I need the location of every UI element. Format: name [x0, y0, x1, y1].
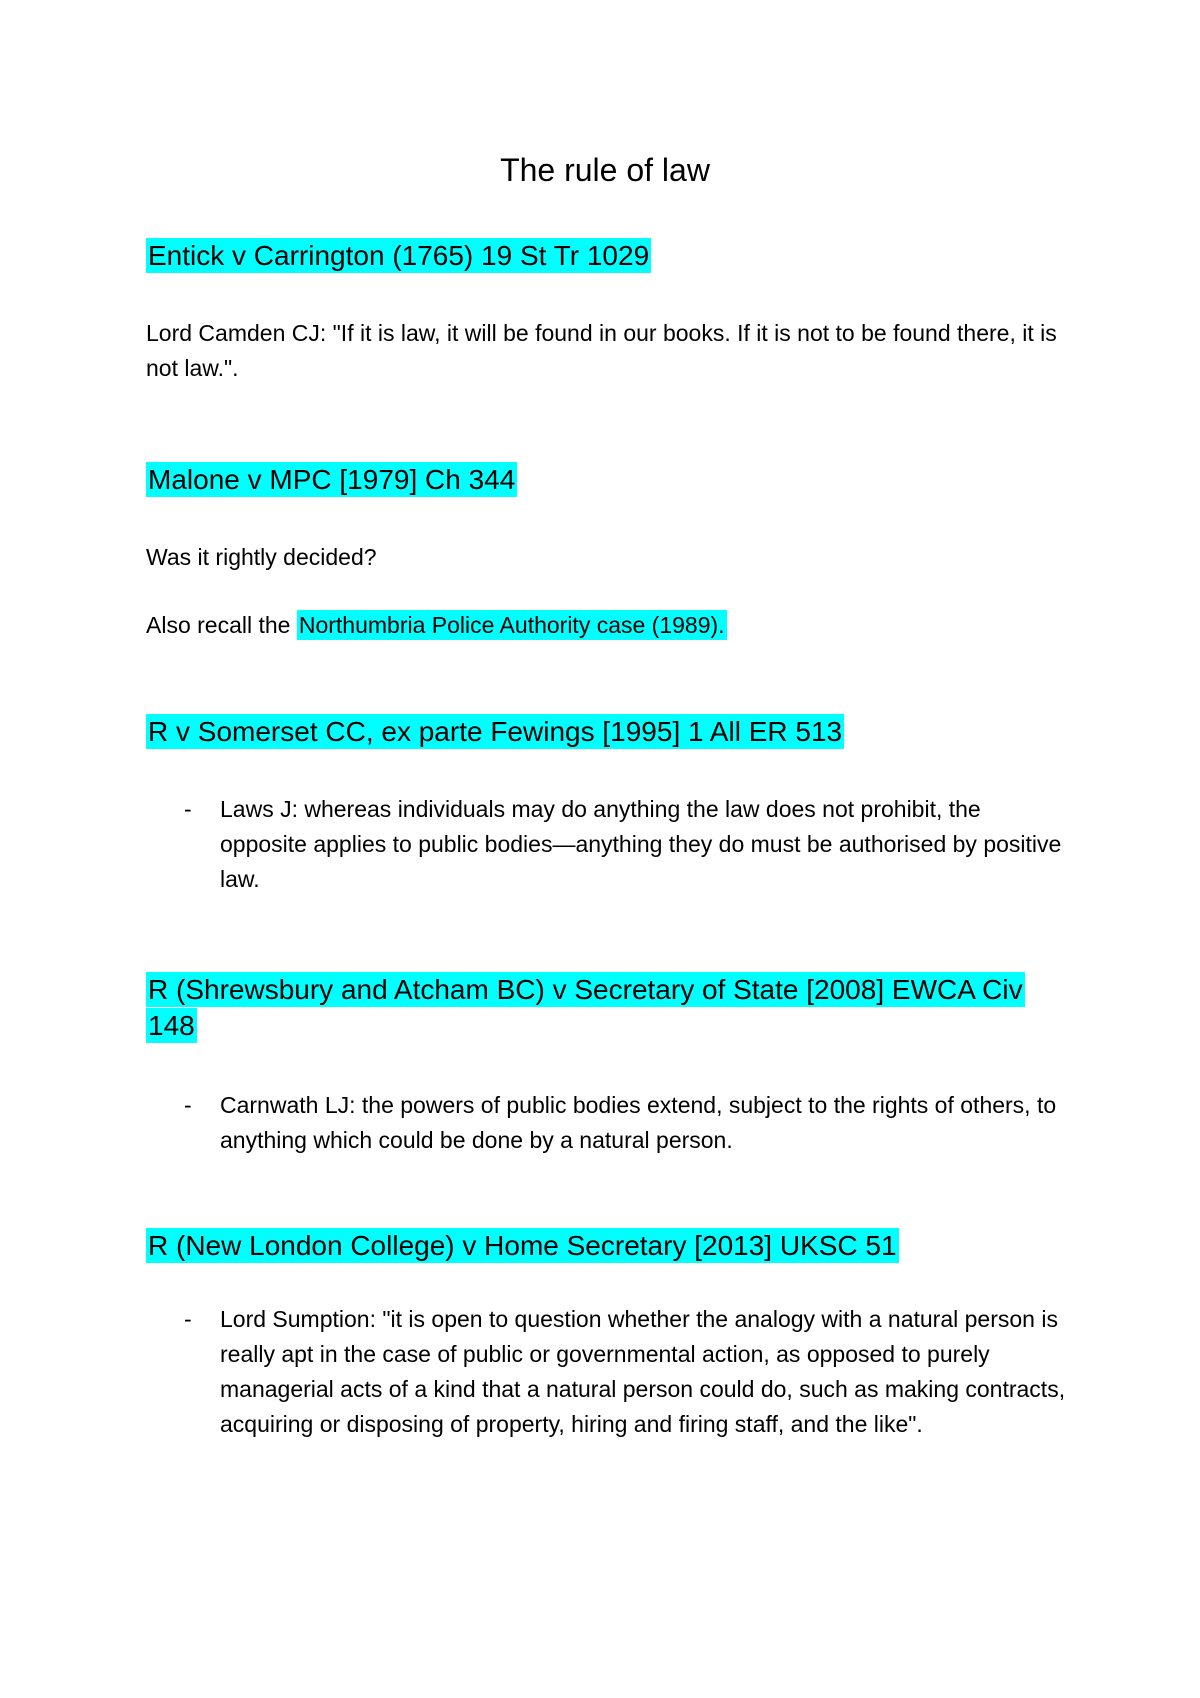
case-heading-new-london-college-text: R (New London College) v Home Secretary [2013] UKSC 51	[148, 1230, 897, 1261]
case-heading-fewings	[146, 714, 844, 750]
northumbria-case-highlight: Northumbria Police Authority case (1989).	[298, 612, 725, 638]
case-heading-shrewsbury-text: R (Shrewsbury and Atcham BC) v Secretary of State [2008] EWCA Civ 148	[148, 974, 1023, 1041]
case-heading-shrewsbury	[146, 972, 1066, 1044]
bullet-carnwath-lj-text: Carnwath LJ: the powers of public bodies extend, subject to the rights of others, to anything which could be done by a natural person.	[220, 1092, 1057, 1153]
case-heading-malone	[146, 462, 517, 498]
case-heading-fewings-text: R v Somerset CC, ex parte Fewings [1995] 1 All ER 513	[148, 716, 843, 747]
question-rightly-decided: Was it rightly decided?	[146, 544, 377, 570]
recall-prefix: Also recall the	[146, 612, 297, 638]
recall-northumbria	[146, 608, 727, 643]
bullet-dash: -	[184, 1306, 192, 1332]
case-heading-malone-text: Malone v MPC [1979] Ch 344	[148, 464, 516, 495]
case-heading-new-london-college	[146, 1228, 899, 1264]
case-heading-entick	[146, 238, 651, 274]
bullet-laws-j-text: Laws J: whereas individuals may do anything the law does not prohibit, the opposite applies to public bodies—anything they do must be authorised by positive law.	[220, 796, 1062, 892]
case-heading-entick-text: Entick v Carrington (1765) 19 St Tr 1029	[148, 240, 650, 271]
document-title: The rule of law	[500, 152, 710, 188]
bullet-lord-sumption-text: Lord Sumption: "it is open to question whether the analogy with a natural person is really apt in the case of public or governmental action, as opposed to purely managerial acts of a kind that a natural person could do, such as making contracts, acquiring or disposing of property, hiring and firing staff, and the like".	[220, 1306, 1066, 1437]
quote-camden: Lord Camden CJ: "If it is law, it will be found in our books. If it is not to be found there, it is not law.".	[146, 320, 1057, 381]
bullet-dash: -	[184, 796, 192, 822]
bullet-dash: -	[184, 1092, 192, 1118]
